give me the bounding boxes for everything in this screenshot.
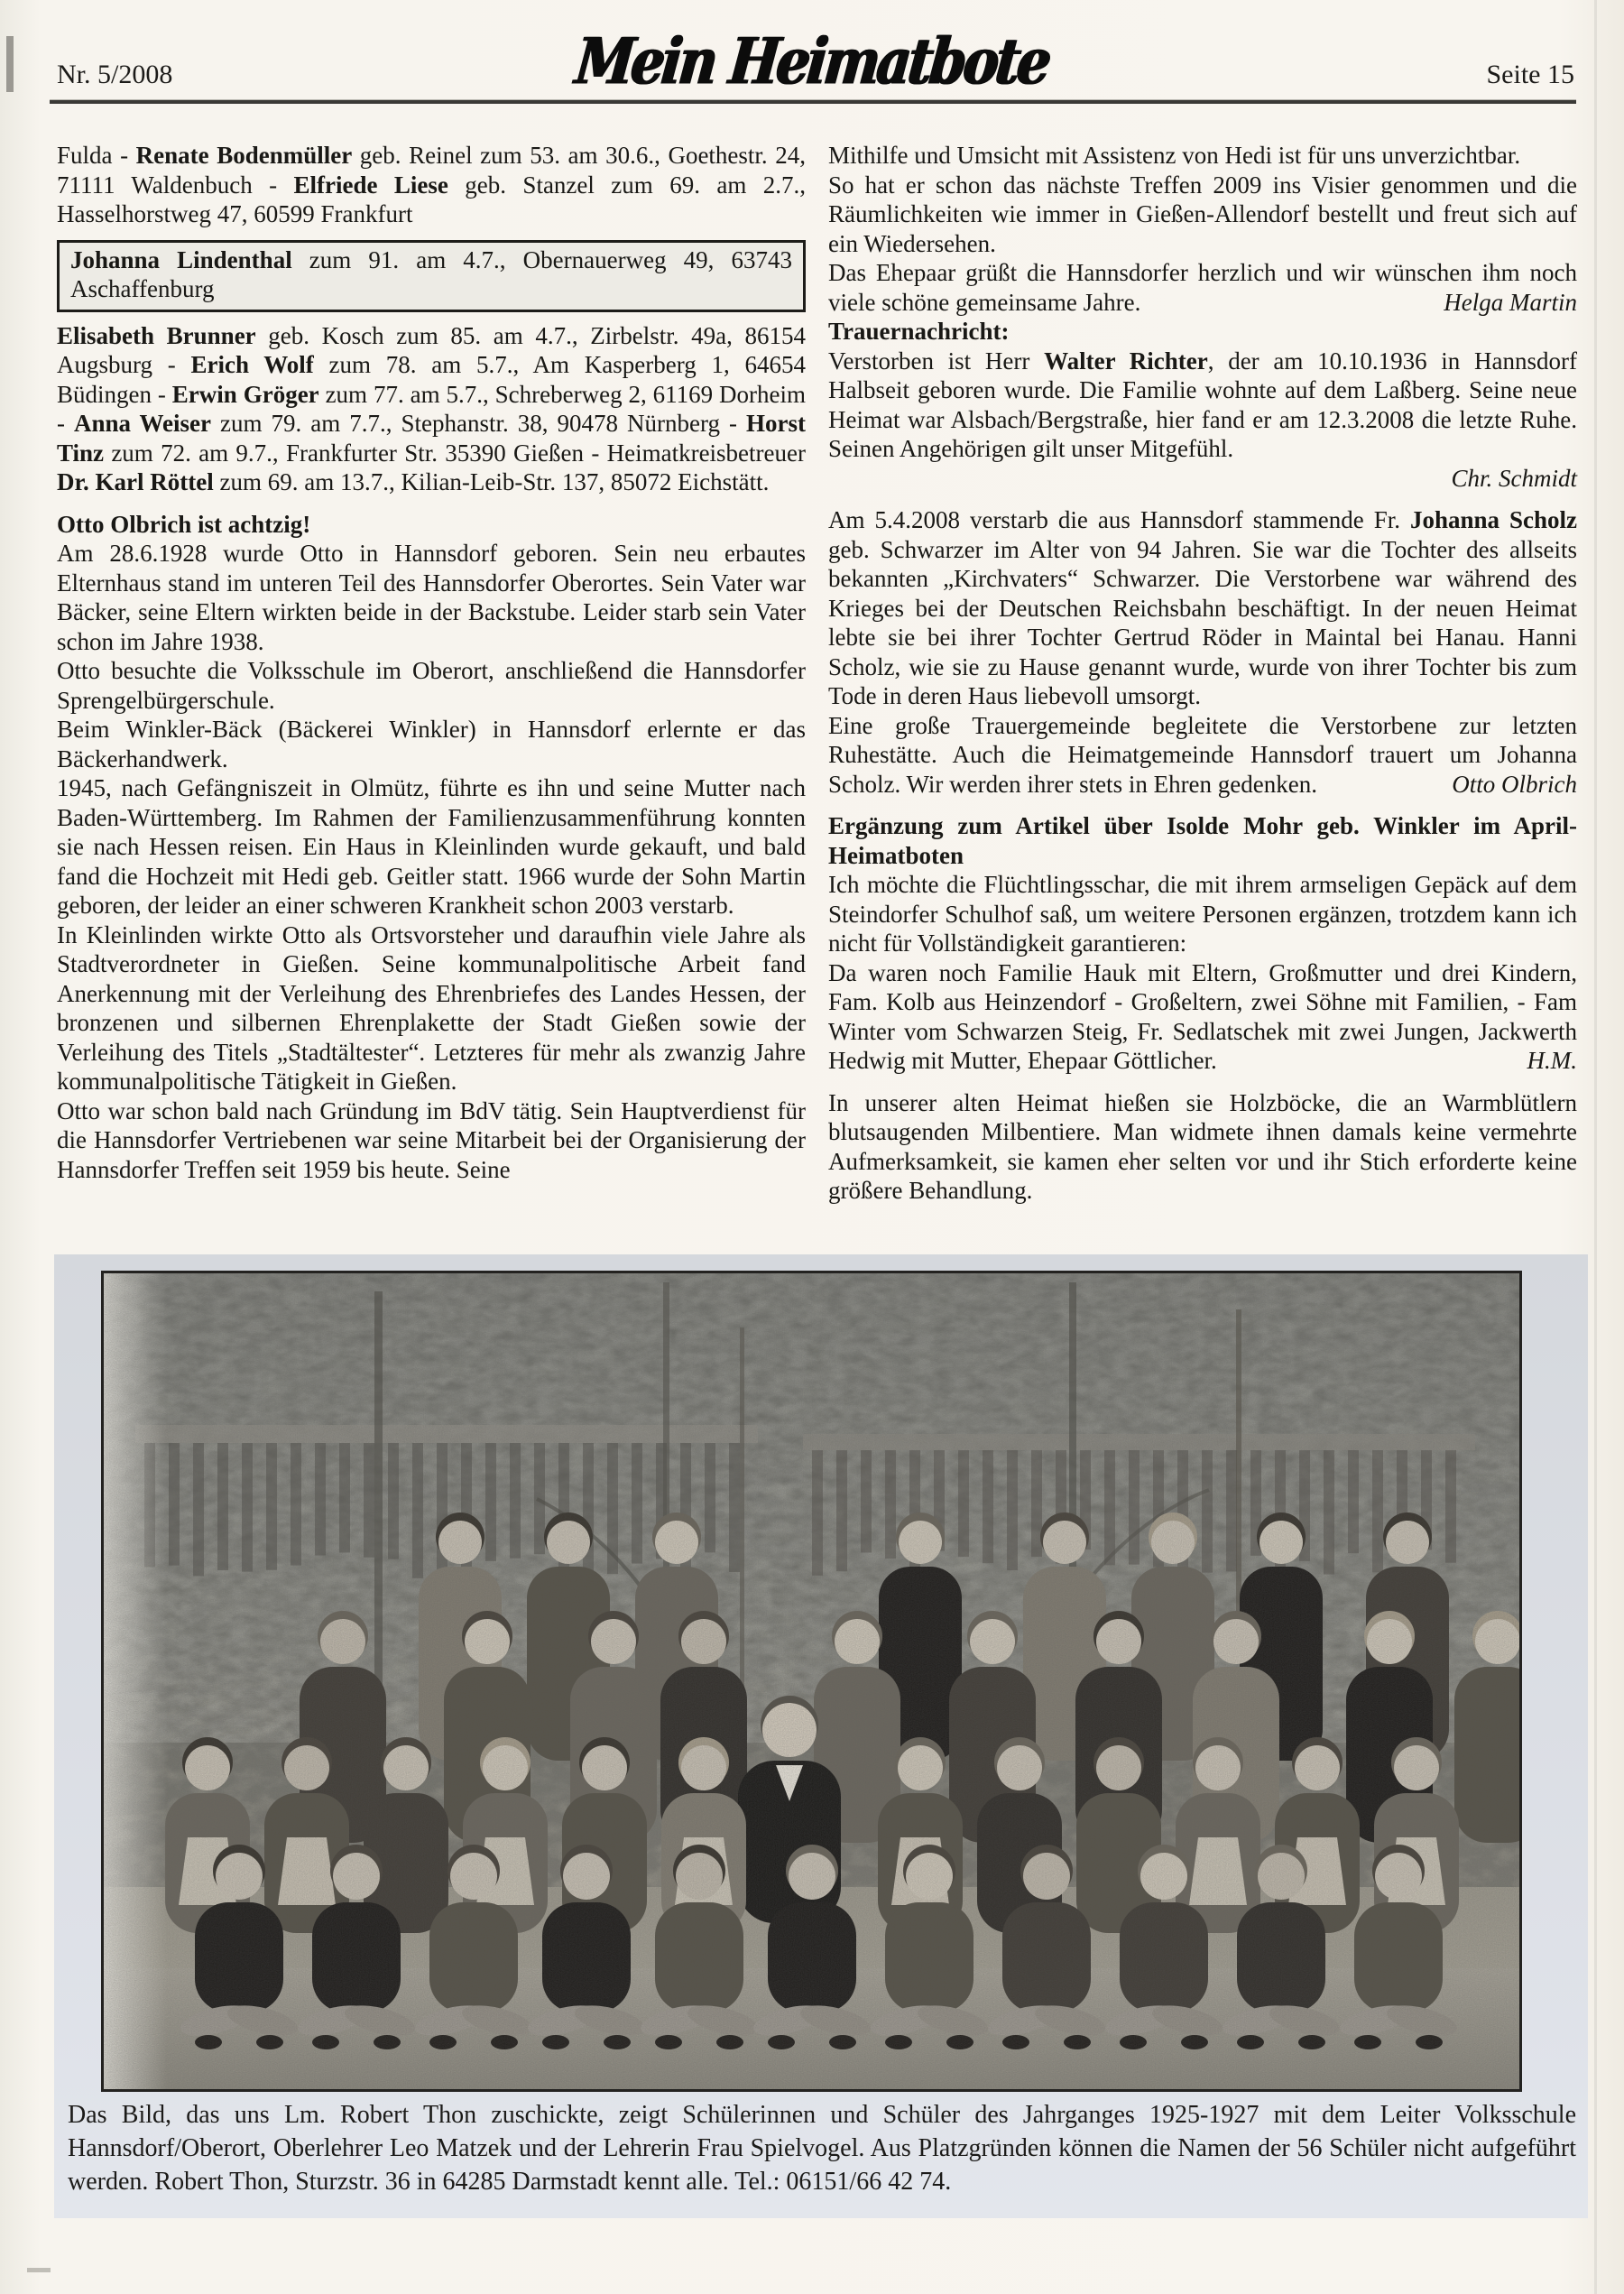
- right-column: [828, 141, 1577, 1206]
- right-block-7: Eine große Trauergemeinde begleitete die Verstorbene zur letzten Ruhestätte. Auch die Heimatgemeinde Hannsdorf trauert um Johanna Scholz. Wir werden ihrer stets in Ehren gedenken. Otto Olbrich: [828, 711, 1577, 798]
- photo-section: [54, 1254, 1588, 2218]
- left-block-4: Am 28.6.1928 wurde Otto in Hannsdorf geboren. Sein neu erbautes Elternhaus stand im unteren Teil des Hannsdorfer Oberortes. Sein Vater war Bäcker, seine Eltern wirkten beide in der Backstube. Leider starb sein Vater schon im Jahre 1938.: [57, 540, 806, 655]
- signature: Chr. Schmidt: [1451, 464, 1577, 492]
- left-block-6: Beim Winkler-Bäck (Bäckerei Winkler) in Hannsdorf erlernte er das Bäckerhandwerk.: [57, 716, 806, 772]
- signature: H.M.: [1527, 1047, 1577, 1074]
- emphasized-name: Erwin Gröger: [171, 380, 319, 408]
- emphasized-name: Johanna Scholz: [1409, 506, 1577, 533]
- right-block-5: [828, 464, 1577, 494]
- issue-number: Nr. 5/2008: [57, 60, 173, 89]
- photo-caption: Das Bild, das uns Lm. Robert Thon zuschickte, zeigt Schülerinnen und Schüler des Jahrganges 1925-1927 mit dem Leiter Volksschule Hannsdorf/Oberort, Oberlehrer Leo Matzek und der Lehrerin Frau Spielvogel. Aus Platzgründen können die Namen der 56 Schüler nicht aufgeführt werden. Robert Thon, Sturzstr. 36 in 64285 Darmstadt kennt alle. Tel.: 06151/66 42 74.: [68, 2101, 1576, 2196]
- right-block-3-heading: Trauernachricht:: [828, 318, 1010, 345]
- emphasized-name: Anna Weiser: [74, 410, 212, 437]
- right-block-1: So hat er schon das nächste Treffen 2009 ins Visier genommen und die Räumlichkeiten wie immer in Gießen-Allendorf bestellt und freut sich auf ein Wiedersehen.: [828, 171, 1577, 257]
- film-grain: [104, 1273, 1519, 2089]
- right-block-6: Am 5.4.2008 verstarb die aus Hannsdorf stammende Fr. Johanna Scholz geb. Schwarzer im Alter von 94 Jahren. Sie war die Tochter des allseits bekannten „Kirchvaters“ Schwarzer. Die Verstorbene war während des Krieges bei der Deutschen Reichsbahn beschäftigt. In der neuen Heimat lebte sie bei ihrer Tochter Gertrud Röder in Maintal bei Hanau. Hanni Scholz, wie sie zu Hause genannt wurde, wurde von ihrer Tochter bis zum Tode in deren Haus liebevoll umsorgt.: [828, 506, 1577, 709]
- right-block-8-heading: Ergänzung zum Artikel über Isolde Mohr geb. Winkler im April-Heimatboten: [828, 812, 1577, 869]
- left-block-9: Otto war schon bald nach Gründung im BdV tätig. Sein Hauptverdienst für die Hannsdorfer Vertriebenen war seine Mitarbeit bei der Organisierung der Hannsdorfer Treffen seit 1959 bis heute. Seine: [57, 1096, 806, 1183]
- signature: Helga Martin: [1444, 288, 1577, 316]
- emphasized-name: Erich Wolf: [190, 351, 314, 378]
- left-block-1: [70, 245, 792, 304]
- left-block-3-heading: Otto Olbrich ist achtzig!: [57, 510, 311, 538]
- right-block-11: In unserer alten Heimat hießen sie Holzböcke, die an Warmblütlern blutsaugenden Milbentiere. Man widmete ihnen damals keine vermehrte Aufmerksamkeit, sie kamen eher selten vor und ihr Stich erforderte keine größere Behandlung.: [828, 1088, 1577, 1204]
- emphasized-name: Elfriede Liese: [293, 171, 448, 199]
- right-block-0: Mithilfe und Umsicht mit Assistenz von Hedi ist für uns unverzichtbar.: [828, 142, 1521, 169]
- left-block-7: 1945, nach Gefängniszeit in Olmütz, führte es ihn und seine Mutter nach Baden-Württemberg. Im Rahmen der Familienzusammenführung konnten sie nach Hessen reisen. Ein Haus in Kleinlinden wurde gekauft, und bald fand die Hochzeit mit Hedi geb. Geitler statt. 1966 wurde der Sohn Martin geboren, der leider an einer schweren Krankheit schon 2003 verstarb.: [57, 774, 806, 919]
- class-photo: [101, 1271, 1522, 2092]
- scan-edge-shadow: [1594, 0, 1597, 2294]
- right-block-4: Verstorben ist Herr Walter Richter, der am 10.10.1936 in Hannsdorf Halbseit geboren wurde. Die Familie wohnte auf dem Laßberg. Seine neue Heimat war Alsbach/Bergstraße, hier fand er am 12.3.2008 die letzte Ruhe. Seinen Angehörigen gilt unser Mitgefühl.: [828, 347, 1577, 462]
- birthday-highlight-box: [57, 240, 806, 312]
- page-number: Seite 15: [1486, 60, 1574, 89]
- left-block-2: [57, 321, 806, 497]
- left-block-0: Fulda - Renate Bodenmüller geb. Reinel zum 53. am 30.6., Goethestr. 24, 71111 Waldenbuch - Elfriede Liese geb. Stanzel zum 69. am 2.7., Hasselhorstweg 47, 60599 Frankfurt: [57, 142, 806, 227]
- emphasized-name: Walter Richter: [1044, 347, 1208, 375]
- emphasized-name: geb. Kosch zum 85. am 4.7., Zirbelstr. 49a, 86154 Augsburg -: [57, 321, 806, 378]
- masthead-title: Mein Heimatbote: [572, 23, 1052, 99]
- emphasized-name: zum 77. am 5.7., Schreberweg 2, 61169 Dorheim -: [57, 380, 806, 437]
- emphasized-name: Elisabeth Brunner: [57, 321, 256, 349]
- emphasized-name: zum 79. am 7.7., Stephanstr. 38, 90478 Nürnberg -: [211, 410, 747, 437]
- emphasized-name: Dr. Karl Röttel: [57, 468, 214, 495]
- emphasized-name: Horst Tinz: [57, 410, 807, 467]
- left-block-5: Otto besuchte die Volksschule im Oberort, anschließend die Hannsdorfer Sprengelbürgerschule.: [57, 657, 806, 714]
- header-rule: [50, 99, 1576, 104]
- emphasized-name: zum 72. am 9.7., Frankfurter Str. 35390 Gießen - Heimatkreisbetreuer: [104, 439, 806, 467]
- emphasized-name: geb. Reinel zum 53. am 30.6., Goethestr. 24, 71111 Waldenbuch -: [57, 142, 806, 199]
- left-block-8: In Kleinlinden wirkte Otto als Ortsvorsteher und daraufhin viele Jahre als Stadtverordneter in Gießen. Seine kommunalpolitische Arbeit fand Anerkennung mit der Verleihung des Ehrenbriefes des Landes Hessen, der bronzenen und silbernen Ehrenplakette der Stadt Gießen sowie der Verleihung des Titels „Stadtältester“. Letzteres für mehr als zwanzig Jahre kommunalpolitische Tätigkeit in Gießen.: [57, 920, 806, 1095]
- emphasized-name: , der am 10.10.1936 in Hannsdorf Halbseit geboren wurde. Die Familie wohnte auf dem Laßberg. Seine neue Heimat war Alsbach/Bergstraße, hier fand er am 12.3.2008 die letzte Ruhe. Seinen Angehörigen gilt unser Mitgefühl.: [828, 347, 1577, 462]
- emphasized-name: Renate Bodenmüller: [135, 142, 353, 169]
- emphasized-name: zum 69. am 13.7., Kilian-Leib-Str. 137, 85072 Eichstätt.: [213, 468, 770, 495]
- emphasized-name: zum 78. am 5.7., Am Kasperberg 1, 64654 Büdingen -: [57, 351, 806, 408]
- scan-mark: [6, 36, 14, 92]
- right-block-9: Ich möchte die Flüchtlingsschar, die mit ihrem armseligen Gepäck auf dem Steindorfer Schulhof saß, um weitere Personen ergänzen, trotzdem kann ich nicht für Vollständigkeit garantieren:: [828, 871, 1577, 957]
- left-column: [57, 141, 806, 1184]
- emphasized-name: Johanna Lindenthal: [70, 245, 292, 273]
- emphasized-name: zum 91. am 4.7., Obernauerweg 49, 63743 Aschaffenburg: [70, 245, 792, 302]
- class-photo-illustration: [104, 1273, 1519, 2089]
- right-block-10: Da waren noch Familie Hauk mit Eltern, Großmutter und drei Kindern, Fam. Kolb aus Heinzendorf - Großeltern, zwei Söhne mit Familien, - Fam Winter vom Schwarzen Steig, Fr. Sedlatschek mit zwei Jungen, Jackwerth Hedwig mit Mutter, Ehepaar Göttlicher. H.M.: [828, 958, 1577, 1074]
- emphasized-name: geb. Stanzel zum 69. am 2.7., Hasselhorstweg 47, 60599 Frankfurt: [57, 171, 806, 227]
- right-block-2: Das Ehepaar grüßt die Hannsdorfer herzlich und wir wünschen ihm noch viele schöne gemeinsame Jahre. Helga Martin: [828, 259, 1577, 316]
- emphasized-name: geb. Schwarzer im Alter von 94 Jahren. Sie war die Tochter des allseits bekannten „Kirchvaters“ Schwarzer. Die Verstorbene war während des Krieges bei der Deutschen Reichsbahn beschäftigt. In der neuen Heimat lebte sie bei ihrer Tochter Gertrud Röder in Maintal bei Hanau. Hanni Scholz, wie sie zu Hause genannt wurde, wurde von ihrer Tochter bis zum Tode in deren Haus liebevoll umsorgt.: [828, 535, 1577, 709]
- signature: Otto Olbrich: [1452, 770, 1577, 798]
- scan-mark: [27, 2268, 51, 2272]
